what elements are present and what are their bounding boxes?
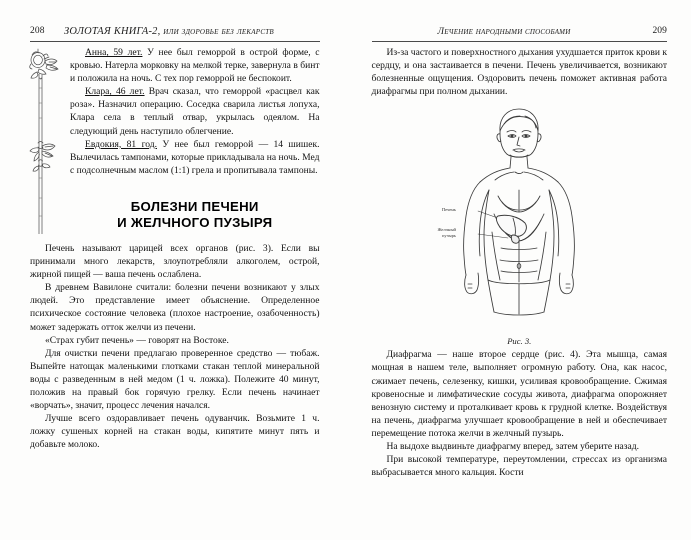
testimonial-body-anna: У нее был геморрой в острой форме, с кровью. Натерла морковку на мелкой терке, завернула в бинт и положила на ночь. С тех пор геморрой не беспокоит. xyxy=(70,47,320,85)
figure-3 xyxy=(372,104,668,346)
left-body-paragraph-3: «Страх губит печень» — говорят на Востоке. xyxy=(45,334,229,346)
figure-label-gallbladder-line1: Желчный xyxy=(437,227,457,233)
testimonial-body-evdokiya: У нее был геморрой — 14 шишек. Вылечилась тампонами, которые прикладывала на ночь. Мед с подсолнечным маслом (1:1) грела и пропитывала тампоны. xyxy=(70,138,320,176)
right-body-paragraph-1: Из-за частого и поверхностного дыхания ухудшается приток крови к сердцу, и она застаивается в печени. Печень увеличивается, возникают болезненные ощущения. Оздоровить печень поможет активная работа диафрагмы при полном дыхании. xyxy=(371,47,667,98)
left-running-title: ЗОЛОТАЯ КНИГА-2, или здоровье без лекарств xyxy=(64,26,274,37)
testimonial-lead-evdokiya: Евдокия, 81 год. xyxy=(85,138,157,150)
section-heading-line1: БОЛЕЗНИ ПЕЧЕНИ xyxy=(130,198,259,214)
left-body-paragraph-4: Для очистки печени предлагаю проверенное средство — тюбаж. Выпейте натощак маленькими глотками стакан теплой минеральной воды с разведенным в ней медом (1 ч. ложка). Полежите 40 минут, положив на правый бок горячую грелку. Если печень начинает «ворчать», значит, процесс лечения начался. xyxy=(30,347,320,412)
section-heading xyxy=(30,199,320,232)
testimonial-lead-klara: Клара, 46 лет. xyxy=(85,86,145,98)
figure-caption: Рис. 3. xyxy=(507,336,532,347)
left-body-paragraph-1: Печень называют царицей всех органов (рис. 3). Если вы принимали много лекарств, злоупотребляли алкоголем, острой, жирной пищей — ваша печень ослаблена. xyxy=(30,242,320,281)
right-page-folio: 209 xyxy=(652,26,667,36)
left-body-paragraph-2: В древнем Вавилоне считали: болезни печени возникают у злых людей. Это представление имеет объяснение. Определенное психическое состояние человека (плохое настроение, озабоченность) может задержать отток желчи из печени. xyxy=(30,282,320,333)
left-page-folio: 208 xyxy=(30,26,45,36)
right-body-paragraph-4: При высокой температуре, переутомлении, стрессах из организма выбрасывается много кальция. Кости xyxy=(371,454,667,479)
floral-ornament-illustration xyxy=(26,48,62,234)
figure-label-liver: Печень xyxy=(442,207,457,213)
testimonial-body-klara: Врач сказал, что геморрой «расцвел как роза». Назначил операцию. Соседка сварила листья лопуха, Клара села в теплый отвар, укрылась одеялом. На следующий день наступило облегчение. xyxy=(70,86,320,137)
testimonial-paragraph-evdokiya xyxy=(30,138,320,177)
left-column-text xyxy=(30,46,320,177)
right-body-paragraph-3: На выдохе выдвиньте диафрагму вперед, затем уберите назад. xyxy=(386,441,640,453)
testimonial-paragraph-anna xyxy=(30,46,320,85)
right-page xyxy=(346,0,691,540)
right-running-head xyxy=(372,26,668,46)
header-rule xyxy=(30,41,320,42)
torso-anatomy-illustration xyxy=(394,104,644,334)
right-column-top-text xyxy=(372,46,668,98)
section-heading-line2: И ЖЕЛЧНОГО ПУЗЫРЯ xyxy=(117,215,273,231)
left-running-head xyxy=(30,26,320,46)
figure-label-gallbladder-line2: пузырь xyxy=(442,233,457,239)
testimonial-lead-anna: Анна, 59 лет. xyxy=(85,47,143,58)
left-body-paragraph-5: Лучше всего оздоравливает печень одуванчик. Возьмите 1 ч. ложку сушеных корней на стакан воды, кипятите минут пять и добавьте молоко. xyxy=(30,413,320,451)
testimonial-paragraph-klara xyxy=(30,85,320,137)
left-column-body xyxy=(30,242,320,452)
right-column-bottom-text xyxy=(372,348,668,479)
right-running-title: Лечение народными способами xyxy=(437,26,571,37)
right-body-paragraph-2: Диафрагма — наше второе сердце (рис. 4). Эта мышца, самая мощная в нашем теле, выполняет огромную работу. Она, как насос, сжимает печень, селезенку, кишки, усиливая кровообращение. Сжимая кровеносные и лимфатические сосуды живота, диафрагма опорожняет венозную систему и проталкивает кровь к грудной клетке. Воздействуя на печень, диафрагма улучшает кровообращение в ней и обеспечивает перемещение потока желчи в желчный пузырь. xyxy=(371,349,667,439)
header-rule xyxy=(372,41,668,42)
